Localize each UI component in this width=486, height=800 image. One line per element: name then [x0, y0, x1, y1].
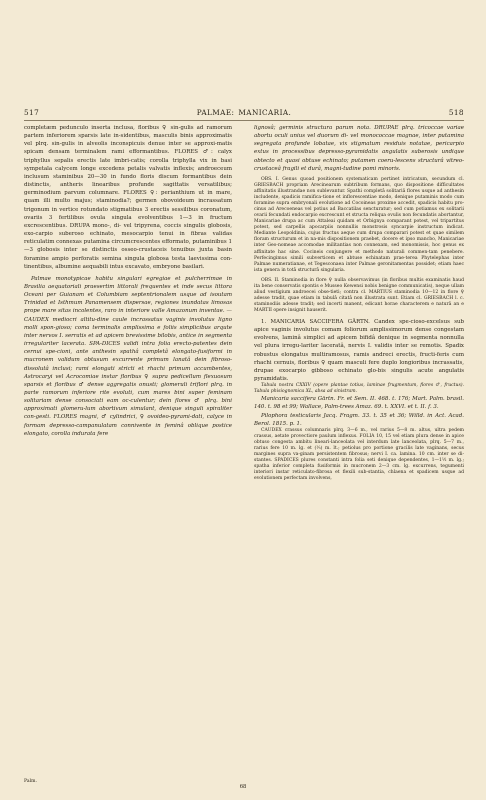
plate-reference: Tabula nostra CXXIV (opere plantae totius, laminae frugmentum, flores ♂, fructus). Tabula phisiognomica XL, absa ad sinistram. — [254, 383, 464, 395]
left-paragraph-1: completæm pedunculo inserta inclusa, floribus ♀ sin-gulis ad ramorum partem inferiorem sparsis late in-sidentibus, masculis binis approximatis vel plrq. sin-gulis in alveolis inconspicuis denue inter se approxi-matis spicam densam terminalem rami efformantibus. FLORES ♂: calyx triphyllus sepalis erectis late imbri-catis; corolla triphylla vix in basi sympetala calycem longe excedens petalis valvatis inflexis; androeceum inclusum staminibus 20—30 in fundo floris discum formantibus dein distinctis, antheris linearibus profunde sagittatis versatilibus; germinodium parvum columnare. FLORES ♀: perianthium ut in mare, quam illi multo majus; staminodia?; germen obovoideum incrassatum trigonum in vertice rotundato stigmatibus 3 erectis sessilibus coronatum, ovariis 3 fertilibus ovula singula evolventibus 1—3 in fructum excrescentibus. DRUPA mono-, di- vel tripyrena, coccis singulis globosis, exo-carpio suberoso echinato, mesocarpio tenui in fibras validas reticulatim connexas putamina circumcrescentes efformato, putaminibus 1—3 globosis inter se distinctis osseo-crustaceis tenuibus juxta basin foramine ampio perforatis semina singula globosa testa laevissima con-tinentibus, albumine aequabili intus excavato, embryone basilari. — [24, 125, 232, 270]
left-column — [24, 124, 232, 438]
synonym-2: Pilophora testicularis Jacq. Fragm. 33. t. 35 et 36; Willd. in Act. Acad. Berol. 1815. p. 1. — [254, 412, 464, 427]
page-number-right: 518 — [448, 107, 464, 117]
page-number-left: 517 — [24, 107, 40, 117]
running-title — [197, 108, 292, 117]
page-header — [24, 106, 464, 121]
right-paragraph-1: lignosâ; germinis structura parum nota. DRUPAE plrq. tricoccae variae abortu oculi unius vel duorum di- vel monococcae magnae, inter putamina segregata profunde lobatae, vix stigmatum residuis notatae, pericarpio extus in processibus depresso-pyramidatis angulatis suberosis undique obtecto et quasi obtuse echinato; putamen coeru-lescens structurâ vitreo-crustaceâ fragili et durâ, magni-tudine pomi minoris. — [254, 125, 464, 172]
left-paragraph-2: Palmae monotypicae habitu singulari egregiae et pulcherrimae in Brasilia aequatoriali praesertim littorali frequentes et inde secus littora Oceani per Guianam et Columbiam septentrionalem usque ad isoutam Trinidad et Isthmum Panamensem dispersae, regiones inundatas limosas prope mare sitas incolentes, raro in interiore valle Amazonum inventae. — CAUDEX mediocri altitu-dine caule incrassatus vaginis involutus ligno molli spon-gioso; coma terminalis amplissima e foliis simplicibus arqute inter nervos I. serratis et ad apicem brevissime bilobis, antice in segmenta irregulariter lacerata. SPA-DICES validi intra folia erecto-patentes dein cernui spe-cioni, ante anthesin spathâ completâ elongato-fusiformi in mucronem validum obtusum excurrente primum lanatâ dein fibroso-dissolutâ inclusi; rami elongati stricti et rhachi primum accumbentes, Astrocaryi vel Acrocomiae instar floribus ♀ supra pedicellum flexuosum sparsis et floribus ♂ dense aggregatis onusti; glomeruli triflori plrq. in parte ramorum inferiore rite evoluti, cum mares bini super feminam solitariam dense consociati eam oc-culentur; dein flores ♂ plrq. bini approximati glomeru-lum abortivum simulant, denique singuli spiraliter con-gesti. FLORES magni, ♂ cylindrici, ♀ ovoideo-pyrami-dati, calyce in formam depresso-campanulatam connivente in feminâ oblique postice elongato, corolla indurata fere — [24, 275, 232, 437]
right-column — [254, 124, 464, 482]
caudex-description: CAUDEX crassus columnaris plrq. 3—6 m., vel rarius 5—8 m. altus, ultra pedem crassus, aetate provectiore paulum inflexus. FOLIA 10, 15 vel etiam plura dense in apice obtuso congesta ambitu lineari-lanceolata vel interdum late lanceolata, plrq. 5—7 m., rarius fere 10 m. lg. et (⅓) m. lt.; petiolus pro portione gracilis late vaginans, secus margines supra va-ginam persistentem fibrosus; nervi I. ca. lamina. 10 cm. inter se di-stantes. SPADICES plures constanti intra folia seti denique dependentes, 1—1½ m. lg.; spatha inferior completa fusiformis in mucronem 2—3 cm. lg. excurrens, tegumenti interiori instar reticulato-fibrosa et flexili sub-stantia, chlaena et spadicem usque ad evolutionem perfectam involvens, — [254, 427, 464, 482]
species-description: 1. MANICARIA SACCIFERA GÄRTN. Candex spe-cioso-excelsus sub apice vaginis involutus comam foliorum amplissimorum dense congestam evolvens, laminâ simplici ad apicem bifidâ denique in segmenta nonnulla vel plura irregu-lariter laceratâ, nervis I. validis inter se remotis. Spadix robustus elongatus multiramosus, ramis andreci erectis, fructi-feris cum rhachi cernuis, floribus ♀ quam masculi fere duplo longioribus incrassatis, drupae exocarpio gibboso echinato glo-bis singulis acute angulatis pyramidatis. — [254, 318, 464, 383]
synonym-1: Manicaria saccifera Gärtn. Fr. et Sem. II. 468. t. 176; Mart. Palm. brasil. 140. t. 98 et 99; Wallace, Palm-trees Amaz. 69. t. XXVI. et t. II. f. 3. — [254, 396, 464, 411]
observation-1: OBS. I. Genus quoad positionem systematicam pertinet intricatum, secundum cl. GRIESBACH propriam Arecinearum subtribum formans, quo dispositione difficultates affinitatis illustrandae non sublevantur. Spathi completâ solitariâ flores usque ad anthesin includente, spadicis ramifica-tione et inflorescentiae modo, denique putaminis modo cum foramine supra embryonali evolutione ad Cocoineas proxime accedit, spadicis habitu pro-cinus ad Arecoeneas vel potius ad Baccatilas sencturatur; sed cum potiamus ex solitarii ovarii fecundati endocarpio excrescunt et structa reliqua ovulis non fecundatis abortantur, Manicariae drupa ac cum Attaleai quidam et Orbignya comparant potest, vel tripartitus potest, sed carpellis apocarpiis nonnullis monstrosis syncarpie instructum indicat. Mediante Leopoldinia, cujus fructus aeque cum drupa comparari potest et quae similem floram structurum et in na-mis dispositionem praebet, docere et ipso mancbo, Manicariae inter Geo-nomeae accomodae militantias non connexam, sed monomissis, hoc genus ex affinitate hac sine. Cocineis conjungere et methodo naturali commen-tam penebere. Perfecingimus simili subverticem et abtuse echinatam prae-terea Phytelephas inter Palmae numeratianae, et Tegesconaea inter Palmae geronitamentas possidet; etiam haec ista genera in totā structurā singularia. — [254, 176, 464, 273]
observation-2: OBS. II. Staminodia in flore ♀ nulla observavimus (in floribus multis examinatis haud ita bene conservatis spontis e Musseo Kewensi nobis benigne communicatis), neque ullam aliud vestigium androecei obse-tieti; contra cl. MARTIUS staminodia 10—12 in flore ♀ adesse tradit, quae etiam in tabulâ citatâ non illustrata sunt. Etiam cl. GRIESBACH l. c. staminodiis adesse tradit; sed incerti manent, edicant horae characterem e naturâ an e MARTII opere insignit hauserit. — [254, 277, 464, 313]
running-title-right: MANICARIA. — [238, 107, 292, 117]
running-title-left: PALMAE: — [196, 107, 235, 117]
footer-left: Palm. — [24, 779, 37, 784]
footer-page-number: 68 — [239, 784, 247, 790]
